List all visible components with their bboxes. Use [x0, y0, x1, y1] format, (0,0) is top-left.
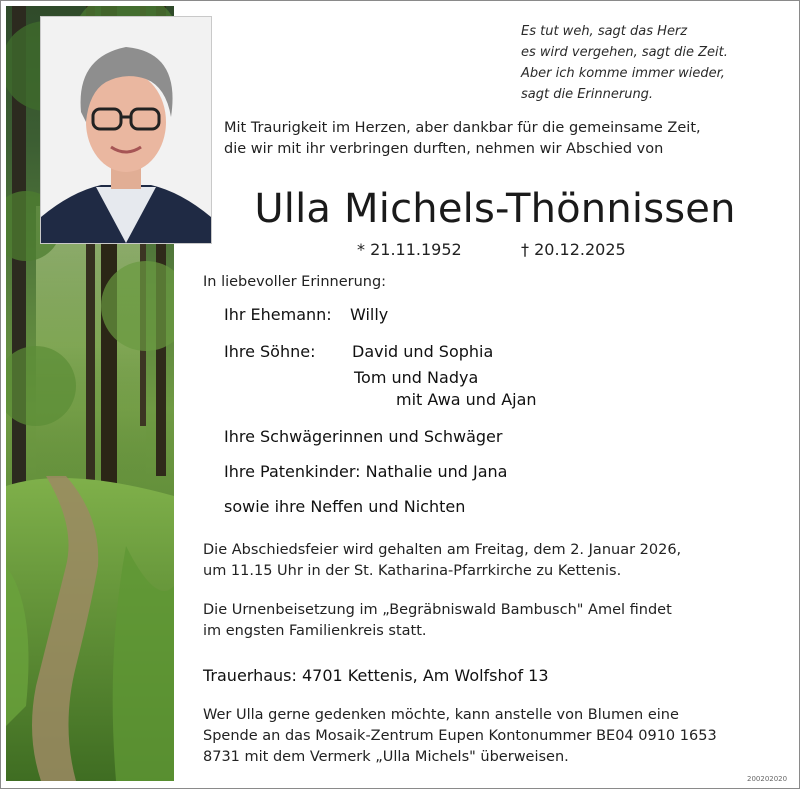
sons-line: David und Sophia: [352, 342, 494, 361]
poem-line: Es tut weh, sagt das Herz: [521, 24, 688, 39]
trauerhaus-address: Trauerhaus: 4701 Kettenis, Am Wolfshof 13: [203, 666, 549, 685]
portrait-illustration: [41, 17, 211, 243]
ceremony-line: um 11.15 Uhr in der St. Katharina-Pfarrkirche zu Kettenis.: [203, 563, 622, 579]
husband-name: Willy: [350, 305, 389, 324]
poem-line: Aber ich komme immer wieder,: [521, 66, 725, 81]
burial-line: Die Urnenbeisetzung im „Begräbniswald Bambusch" Amel findet: [203, 602, 672, 618]
poem-line: es wird vergehen, sagt die Zeit.: [521, 45, 728, 60]
donation-line: Spende an das Mosaik-Zentrum Eupen Kontonummer BE04 0910 1653: [203, 728, 717, 744]
memory-label: In liebevoller Erinnerung:: [203, 274, 387, 290]
ceremony-text: [203, 540, 787, 582]
portrait-photo: [40, 16, 212, 244]
poem: [521, 21, 791, 105]
burial-text: [203, 600, 787, 642]
intro-text: [224, 118, 784, 160]
intro-line: die wir mit ihr verbringen durften, nehmen wir Abschied von: [224, 141, 664, 157]
husband-label: Ihr Ehemann:: [224, 305, 332, 324]
poem-line: sagt die Erinnerung.: [521, 87, 654, 102]
nephews-nieces: sowie ihre Neffen und Nichten: [224, 497, 466, 516]
sons-line: Tom und Nadya: [354, 368, 479, 387]
donation-line: Wer Ulla gerne gedenken möchte, kann anstelle von Blumen eine: [203, 707, 679, 723]
donation-line: 8731 mit dem Vermerk „Ulla Michels" überweisen.: [203, 749, 569, 765]
sons-line: mit Awa und Ajan: [396, 390, 537, 409]
death-date: † 20.12.2025: [521, 240, 626, 259]
donation-text: [203, 705, 787, 768]
ad-code: 200202020: [747, 775, 788, 783]
birth-date: * 21.11.1952: [357, 240, 462, 259]
deceased-name: Ulla Michels-Thönnissen: [254, 186, 736, 232]
sons-label: Ihre Söhne:: [224, 342, 316, 361]
intro-line: Mit Traurigkeit im Herzen, aber dankbar für die gemeinsame Zeit,: [224, 120, 701, 136]
godchildren: Ihre Patenkinder: Nathalie und Jana: [224, 462, 508, 481]
burial-line: im engsten Familienkreis statt.: [203, 623, 427, 639]
ceremony-line: Die Abschiedsfeier wird gehalten am Freitag, dem 2. Januar 2026,: [203, 542, 682, 558]
siblings-in-law: Ihre Schwägerinnen und Schwäger: [224, 427, 503, 446]
